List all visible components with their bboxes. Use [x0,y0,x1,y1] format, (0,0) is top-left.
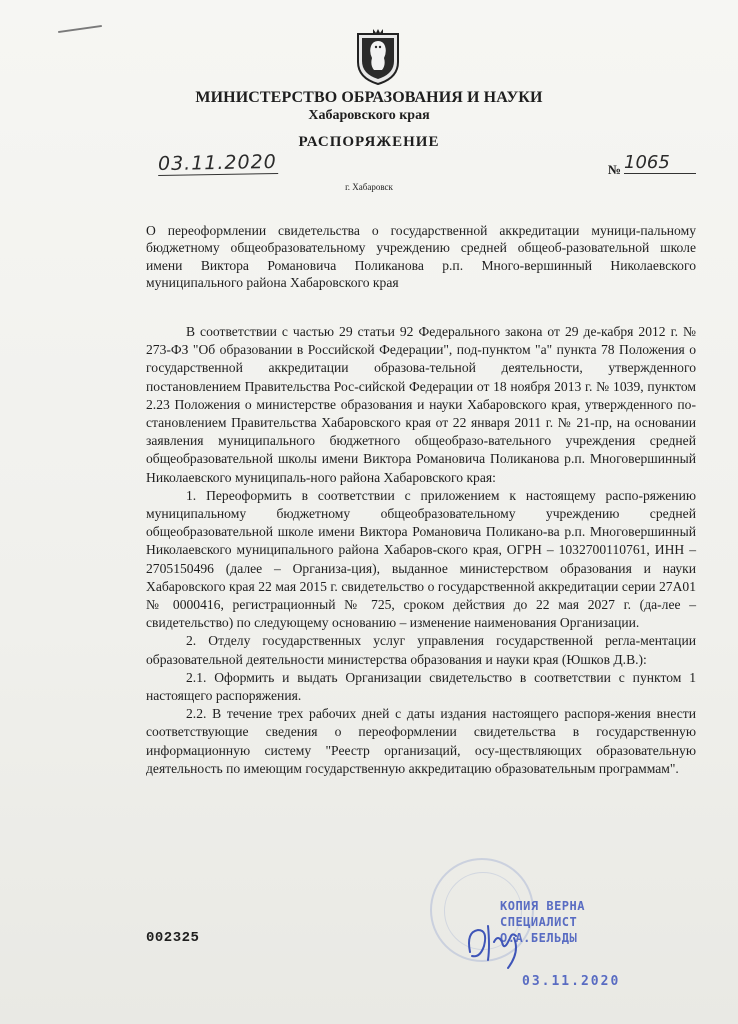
number-sign: № [608,162,622,177]
document-subject: О переоформлении свидетельства о государственной аккредитации муници-пальному бюджетному общеобразовательному учреждению средней общеоб-разовательной школе имени Виктора Романовича Поликанова р.п. Много-вершинный Николаевского муниципального района Хабаровского края [146,223,696,291]
paragraph-2-2: 2.2. В течение трех рабочих дней с даты издания настоящего распоря-жения внести соответствующие сведения о переоформлении свидетельства в государственную информационную систему "Реестр организаций, осу-ществляющих образовательную деятельность по имеющим государственную аккредитацию образовательным программам". [146,706,696,776]
paragraph-2-1: 2.1. Оформить и выдать Организации свидетельство в соответствии с пунктом 1 настоящего распоряжения. [146,669,696,704]
paragraph-2: 2. Отделу государственных услуг управления государственной регла-ментации образовательной деятельности министерства образования и науки края (Юшков Д.В.): [146,633,696,667]
region-title: Хабаровского края [308,108,430,123]
ministry-title: МИНИСТЕРСТВО ОБРАЗОВАНИЯ И НАУКИ [195,89,543,106]
document-date: 03.11.2020 [157,150,277,176]
stamp-line-3: О.А.БЕЛЬДЫ [500,931,578,945]
city: г. Хабаровск [345,182,393,192]
khabarovsk-coat-of-arms-icon [355,28,401,86]
paragraph-intro: В соответствии с частью 29 статьи 92 Федерального закона от 29 де-кабря 2012 г. № 273-ФЗ "Об образовании в Российской Федерации", под-пунктом "а" пункта 78 Положения о государственной аккредитации образова-тельной деятельности, утвержденного постановлением Правительства Рос-сийской Федерации от 18 ноября 2013 г. № 1039, пунктом 2.23 Положения о министерстве образования и науки Хабаровского края, утвержденного по-становлением Правительства Хабаровского края от 22 января 2011 г. № 21-пр, на основании заявления муниципального бюджетного общеобразо-вательного учреждения средней общеобразовательной школы имени Виктора Романовича Поликанова р.п. Многовершинный Николаевского муниципаль-ного района Хабаровского края: [146,324,696,485]
paragraph-1: 1. Переоформить в соответствии с приложением к настоящему распо-ряжению муниципальному бюджетному общеобразовательному учреждению средней общеобразовательной школе имени Виктора Романовича Поликано-ва р.п. Многовершинный Николаевского муниципального района Хабаров-ского края, ОГРН – 1032700110761, ИНН – 2705150496 (далее – Организа-ция), выданное министерством образования и науки Хабаровского края 22 мая 2015 г. свидетельство о государственной аккредитации серии 27А01 № 0000416, регистрационный № 725, сроком действия до 22 мая 2027 г. (да-лее – свидетельство) по следующему основанию – изменение наименования Организации. [146,487,696,631]
document-body [146,323,696,778]
stamp-line-2: СПЕЦИАЛИСТ [500,915,578,929]
serial-number: 002325 [146,930,200,946]
stamp-date: 03.11.2020 [522,974,621,989]
handwritten-signature-icon [464,912,544,972]
document-number: 1065 [624,152,696,174]
document-type: РАСПОРЯЖЕНИЕ [298,134,440,150]
pen-mark [58,25,102,33]
stamp-line-1: КОПИЯ ВЕРНА [500,899,585,913]
